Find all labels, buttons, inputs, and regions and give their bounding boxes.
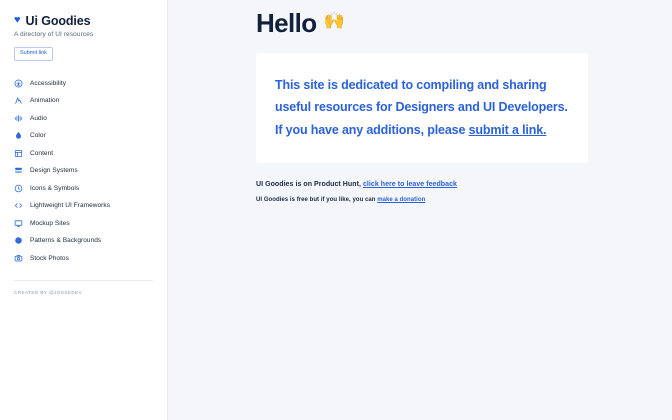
sidebar-item-mockup-sites[interactable] — [14, 215, 153, 233]
submit-a-link[interactable]: submit a link. — [468, 122, 547, 137]
sidebar-item-stock-photos[interactable] — [14, 250, 153, 268]
icons-symbols-icon — [14, 184, 23, 193]
sidebar-credit: CREATED BY @JOSSEDEV — [14, 290, 83, 295]
design-systems-icon — [14, 166, 23, 175]
page-title — [256, 8, 588, 39]
product-hunt-note-text: UI Goodies is on Product Hunt, — [256, 180, 363, 188]
sidebar-item-label: Content — [30, 149, 54, 157]
heart-icon: ♥ — [14, 13, 21, 26]
content-icon — [14, 149, 23, 158]
sidebar-item-content[interactable] — [14, 145, 153, 163]
sidebar-item-design-systems[interactable] — [14, 162, 153, 180]
sidebar-item-accessibility[interactable] — [14, 75, 153, 93]
intro-card-text-body: This site is dedicated to compiling and sharing useful resources for Designers and UI Developers. If you have any additions, please — [275, 78, 568, 137]
sidebar-item-patterns-backgrounds[interactable] — [14, 232, 153, 250]
sidebar-item-label: Icons & Symbols — [30, 184, 80, 192]
sidebar-item-icons-symbols[interactable] — [14, 180, 153, 198]
donation-note-text: UI Goodies is free but if you like, you can — [256, 196, 378, 203]
brand-title: Ui Goodies — [25, 14, 91, 28]
code-icon — [14, 201, 23, 210]
sidebar-item-animation[interactable] — [14, 92, 153, 110]
sidebar-nav — [14, 75, 153, 268]
sidebar-item-label: Color — [30, 132, 46, 140]
page-title-text: Hello — [256, 8, 317, 38]
intro-card-text — [275, 74, 569, 141]
animation-icon — [14, 96, 23, 105]
make-a-donation-link[interactable]: make a donation — [377, 196, 426, 203]
accessibility-icon — [14, 79, 23, 88]
sidebar-item-audio[interactable] — [14, 110, 153, 128]
sidebar-item-label: Audio — [30, 114, 47, 122]
brand-subtitle: A directory of UI resources — [14, 31, 94, 38]
photos-icon — [14, 254, 23, 263]
brand[interactable] — [14, 14, 153, 28]
main-content — [168, 0, 672, 420]
sidebar — [0, 0, 168, 420]
sidebar-item-color[interactable] — [14, 127, 153, 145]
donation-note — [256, 197, 588, 203]
sidebar-divider — [14, 280, 153, 281]
raised-hands-icon: 🙌 — [323, 11, 345, 30]
sidebar-item-label: Stock Photos — [30, 254, 69, 262]
sidebar-item-lightweight-ui-frameworks[interactable] — [14, 197, 153, 215]
patterns-icon — [14, 236, 23, 245]
sidebar-item-label: Accessibility — [30, 79, 67, 87]
product-hunt-note — [256, 181, 588, 188]
leave-feedback-link[interactable]: click here to leave feedback — [362, 180, 457, 188]
sidebar-item-label: Animation — [30, 97, 60, 105]
sidebar-item-label: Patterns & Backgrounds — [30, 237, 102, 245]
audio-icon — [14, 114, 23, 123]
sidebar-item-label: Mockup Sites — [30, 219, 70, 227]
submit-link-button[interactable]: Submit link — [14, 47, 53, 61]
sidebar-item-label: Lightweight UI Frameworks — [30, 202, 110, 210]
sidebar-item-label: Design Systems — [30, 167, 78, 175]
intro-card — [256, 53, 588, 163]
color-icon — [14, 131, 23, 140]
mockup-icon — [14, 219, 23, 228]
